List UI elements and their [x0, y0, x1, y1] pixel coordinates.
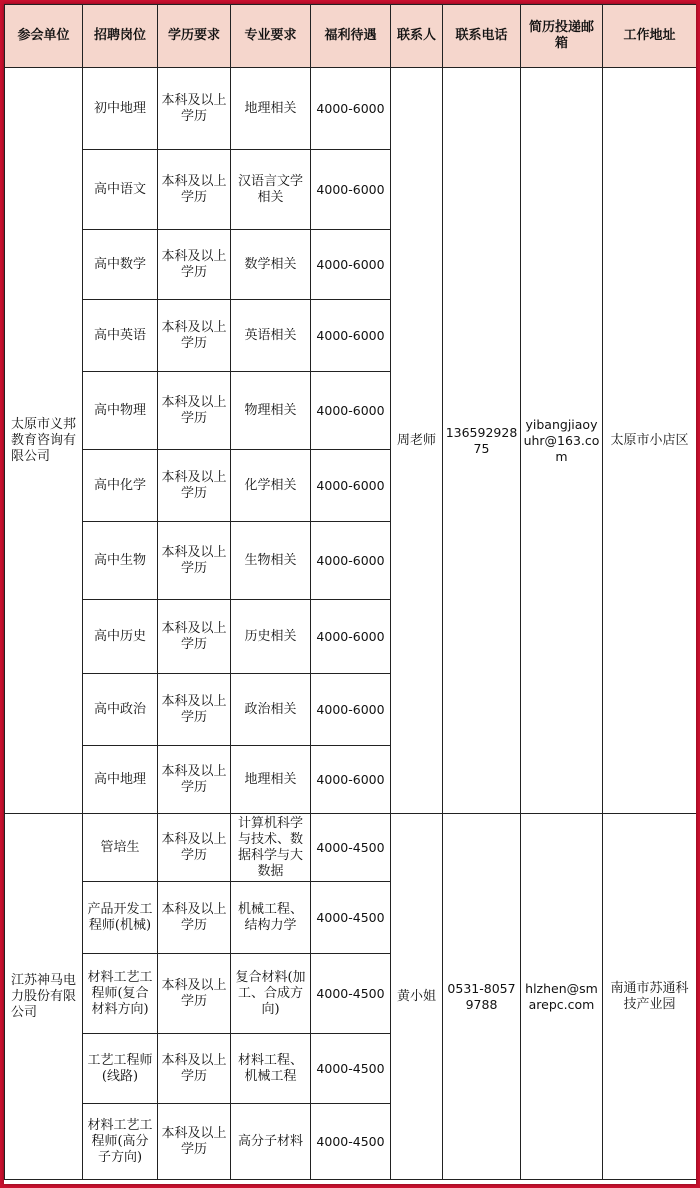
- position-title: 材料工艺工程师(复合材料方向): [83, 954, 158, 1034]
- position-title: 高中生物: [83, 522, 158, 600]
- education-req: 本科及以上学历: [158, 372, 231, 450]
- education-req: 本科及以上学历: [158, 230, 231, 300]
- salary: 4000-6000: [311, 746, 391, 814]
- education-req: 本科及以上学历: [158, 450, 231, 522]
- table-row: [5, 68, 697, 150]
- position-title: 高中化学: [83, 450, 158, 522]
- header-phone: 联系电话: [443, 5, 521, 68]
- position-title: 材料工艺工程师(高分子方向): [83, 1104, 158, 1180]
- education-req: 本科及以上学历: [158, 674, 231, 746]
- recruitment-table: [4, 4, 696, 1180]
- education-req: 本科及以上学历: [158, 300, 231, 372]
- salary: 4000-6000: [311, 372, 391, 450]
- education-req: 本科及以上学历: [158, 954, 231, 1034]
- position-title: 管培生: [83, 814, 158, 882]
- contact-phone: 0531-80579788: [443, 814, 521, 1180]
- position-title: 工艺工程师(线路): [83, 1034, 158, 1104]
- position-title: 高中语文: [83, 150, 158, 230]
- position-title: 高中历史: [83, 600, 158, 674]
- education-req: 本科及以上学历: [158, 150, 231, 230]
- position-title: 高中数学: [83, 230, 158, 300]
- header-education: 学历要求: [158, 5, 231, 68]
- work-address: 南通市苏通科技产业园: [603, 814, 697, 1180]
- major-req: 物理相关: [231, 372, 311, 450]
- contact-phone: 13659292875: [443, 68, 521, 814]
- salary: 4000-6000: [311, 450, 391, 522]
- position-title: 初中地理: [83, 68, 158, 150]
- header-company: 参会单位: [5, 5, 83, 68]
- contact-person: 周老师: [391, 68, 443, 814]
- position-title: 高中英语: [83, 300, 158, 372]
- header-major: 专业要求: [231, 5, 311, 68]
- table-row: [5, 814, 697, 882]
- major-req: 地理相关: [231, 746, 311, 814]
- major-req: 历史相关: [231, 600, 311, 674]
- education-req: 本科及以上学历: [158, 1104, 231, 1180]
- company-name: 江苏神马电力股份有限公司: [5, 814, 83, 1180]
- header-position: 招聘岗位: [83, 5, 158, 68]
- header-row: [5, 5, 697, 68]
- major-req: 地理相关: [231, 68, 311, 150]
- position-title: 产品开发工程师(机械): [83, 882, 158, 954]
- resume-email: hlzhen@smarepc.com: [521, 814, 603, 1180]
- position-title: 高中政治: [83, 674, 158, 746]
- education-req: 本科及以上学历: [158, 522, 231, 600]
- recruitment-sheet: [4, 4, 696, 1184]
- salary: 4000-4500: [311, 954, 391, 1034]
- header-email: 简历投递邮箱: [521, 5, 603, 68]
- major-req: 政治相关: [231, 674, 311, 746]
- major-req: 高分子材料: [231, 1104, 311, 1180]
- salary: 4000-4500: [311, 1104, 391, 1180]
- education-req: 本科及以上学历: [158, 1034, 231, 1104]
- education-req: 本科及以上学历: [158, 814, 231, 882]
- salary: 4000-6000: [311, 230, 391, 300]
- education-req: 本科及以上学历: [158, 882, 231, 954]
- salary: 4000-6000: [311, 150, 391, 230]
- company-name: 太原市义邦教育咨询有限公司: [5, 68, 83, 814]
- major-req: 计算机科学与技术、数据科学与大数据: [231, 814, 311, 882]
- salary: 4000-4500: [311, 882, 391, 954]
- header-salary: 福利待遇: [311, 5, 391, 68]
- major-req: 材料工程、机械工程: [231, 1034, 311, 1104]
- salary: 4000-6000: [311, 600, 391, 674]
- education-req: 本科及以上学历: [158, 68, 231, 150]
- position-title: 高中地理: [83, 746, 158, 814]
- major-req: 英语相关: [231, 300, 311, 372]
- salary: 4000-6000: [311, 522, 391, 600]
- salary: 4000-6000: [311, 300, 391, 372]
- major-req: 机械工程、结构力学: [231, 882, 311, 954]
- header-contact: 联系人: [391, 5, 443, 68]
- major-req: 汉语言文学相关: [231, 150, 311, 230]
- position-title: 高中物理: [83, 372, 158, 450]
- header-address: 工作地址: [603, 5, 697, 68]
- salary: 4000-4500: [311, 814, 391, 882]
- education-req: 本科及以上学历: [158, 600, 231, 674]
- salary: 4000-6000: [311, 68, 391, 150]
- major-req: 数学相关: [231, 230, 311, 300]
- work-address: 太原市小店区: [603, 68, 697, 814]
- education-req: 本科及以上学历: [158, 746, 231, 814]
- contact-person: 黄小姐: [391, 814, 443, 1180]
- salary: 4000-4500: [311, 1034, 391, 1104]
- major-req: 生物相关: [231, 522, 311, 600]
- major-req: 化学相关: [231, 450, 311, 522]
- major-req: 复合材料(加工、合成方向): [231, 954, 311, 1034]
- resume-email: yibangjiaoyuhr@163.com: [521, 68, 603, 814]
- salary: 4000-6000: [311, 674, 391, 746]
